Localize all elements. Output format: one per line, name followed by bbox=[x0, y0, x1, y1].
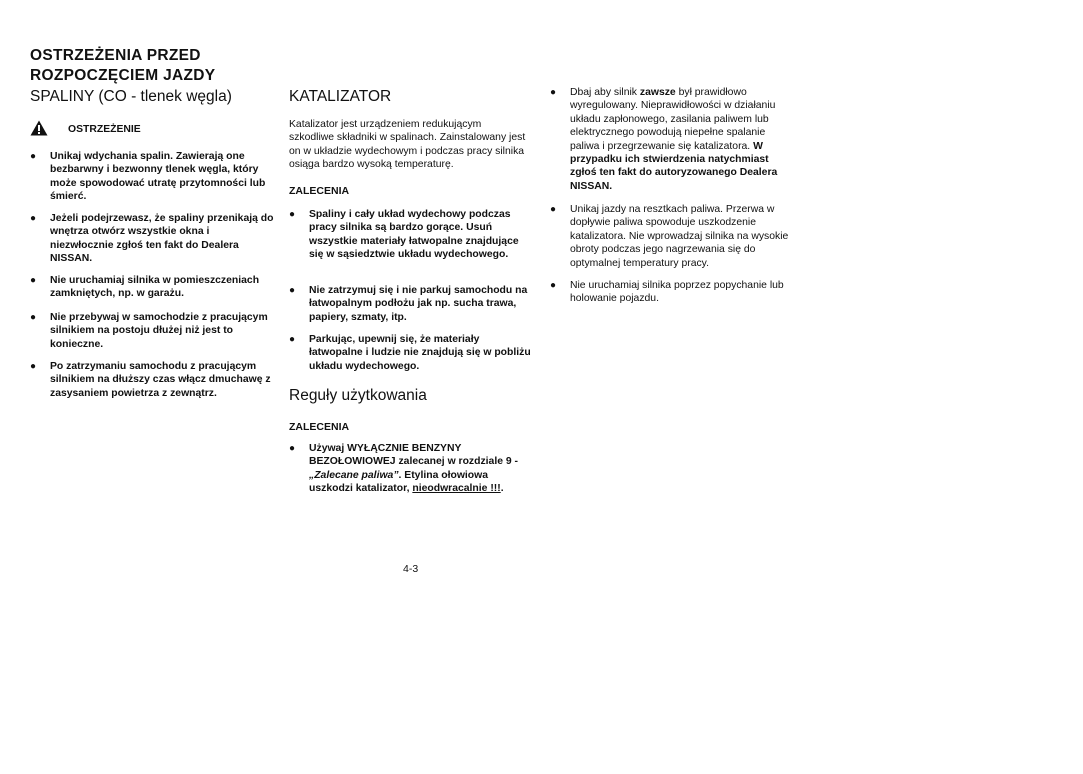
list-item: ● Nie uruchamiaj silnika poprzez popychanie lub holowanie pojazdu. bbox=[550, 280, 784, 305]
catalyst-heading: KATALIZATOR bbox=[289, 88, 392, 105]
section-heading-line2: ROZPOCZĘCIEM JAZDY bbox=[30, 67, 216, 84]
bullet-icon: ● bbox=[550, 204, 557, 215]
bullet-icon: ● bbox=[550, 87, 557, 98]
list-item: ● Unikaj wdychania spalin. Zawierają one bezbarwny i bezwonny tlenek węgla, który może spowodować utratę przytomności lub śmierć. bbox=[30, 151, 266, 203]
recommended-fuel-reference: „Zalecane paliwa” bbox=[309, 469, 399, 481]
list-item: ● Nie przebywaj w samochodzie z pracującym silnikiem na postoju dłużej niż jest to konieczne. bbox=[30, 312, 268, 350]
list-item: ● Dbaj aby silnik zawsze był prawidłowo wyregulowany. Nieprawidłowości w działaniu układu zapłonowego, zasilania paliwem lub elektrycznego powodują niepełne spalanie paliwa i przegrzewanie się katalizatora. W przypadku ich stwierdzenia natychmiast zgłoś ten fakt do autoryzowanego Dealera NISSAN. bbox=[550, 87, 778, 192]
warning-label: OSTRZEŻENIE bbox=[68, 124, 141, 135]
page-number: 4-3 bbox=[403, 563, 419, 575]
irreversible-emphasis: nieodwracalnie !!! bbox=[412, 483, 501, 495]
catalyst-intro: Katalizator jest urządzeniem redukującym szkodliwe składniki w spalinach. Zainstalowany jest on w układzie wydechowym i podczas pracy silnika osiąga bardzo wysoką temperaturę. bbox=[289, 119, 526, 171]
list-item: ● Używaj WYŁĄCZNIE BENZYNY BEZOŁOWIOWEJ zalecanej w rozdziale 9 - „Zalecane paliwa”. Etylina ołowiowa uszkodzi katalizator, nieodwracalnie !!!. bbox=[289, 443, 519, 495]
bullet-icon: ● bbox=[30, 213, 37, 224]
warning-triangle-icon bbox=[30, 120, 48, 136]
list-item: ● Po zatrzymaniu samochodu z pracującym silnikiem na dłuższy czas włącz dmuchawę z zasysaniem powietrza z zewnątrz. bbox=[30, 361, 271, 399]
section-heading-line1: OSTRZEŻENIA PRZED bbox=[30, 47, 201, 64]
exhaust-subheading: SPALINY (CO - tlenek węgla) bbox=[30, 88, 232, 105]
recommendations-heading-2: ZALECENIA bbox=[289, 421, 350, 433]
usage-rules-heading: Reguły użytkowania bbox=[289, 387, 427, 404]
list-item: ● Unikaj jazdy na resztkach paliwa. Przerwa w dopływie paliwa spowoduje uszkodzenie katalizatora. Nie wprowadzaj silnika na wysokie obroty podczas jego nagrzewania się do optymalnej temperatury pracy. bbox=[550, 204, 789, 269]
list-item: ● Jeżeli podejrzewasz, że spaliny przenikają do wnętrza otwórz wszystkie okna i niezwłocznie zgłoś ten fakt do Dealera NISSAN. bbox=[30, 213, 274, 265]
list-item: ● Nie uruchamiaj silnika w pomieszczeniach zamkniętych, np. w garażu. bbox=[30, 275, 260, 300]
warning-header bbox=[30, 119, 275, 139]
bullet-icon: ● bbox=[550, 280, 557, 291]
bullet-icon: ● bbox=[30, 151, 37, 162]
list-item: ● Nie zatrzymuj się i nie parkuj samochodu na łatwopalnym podłożu jak np. sucha trawa, papiery, szmaty, itp. bbox=[289, 285, 528, 323]
bullet-icon: ● bbox=[30, 312, 37, 323]
list-item: ● Spaliny i cały układ wydechowy podczas pracy silnika są bardzo gorące. Usuń wszystkie materiały łatwopalne znajdujące się w sąsiedztwie układu wydechowego. bbox=[289, 209, 519, 261]
bullet-icon: ● bbox=[30, 275, 37, 286]
list-item: ● Parkując, upewnij się, że materiały łatwopalne i ludzie nie znajdują się w pobliżu układu wydechowego. bbox=[289, 334, 531, 372]
bullet-icon: ● bbox=[289, 334, 296, 345]
recommendations-heading: ZALECENIA bbox=[289, 185, 350, 197]
bullet-icon: ● bbox=[289, 285, 296, 296]
bullet-icon: ● bbox=[30, 361, 37, 372]
bullet-icon: ● bbox=[289, 209, 296, 220]
bullet-icon: ● bbox=[289, 443, 296, 454]
